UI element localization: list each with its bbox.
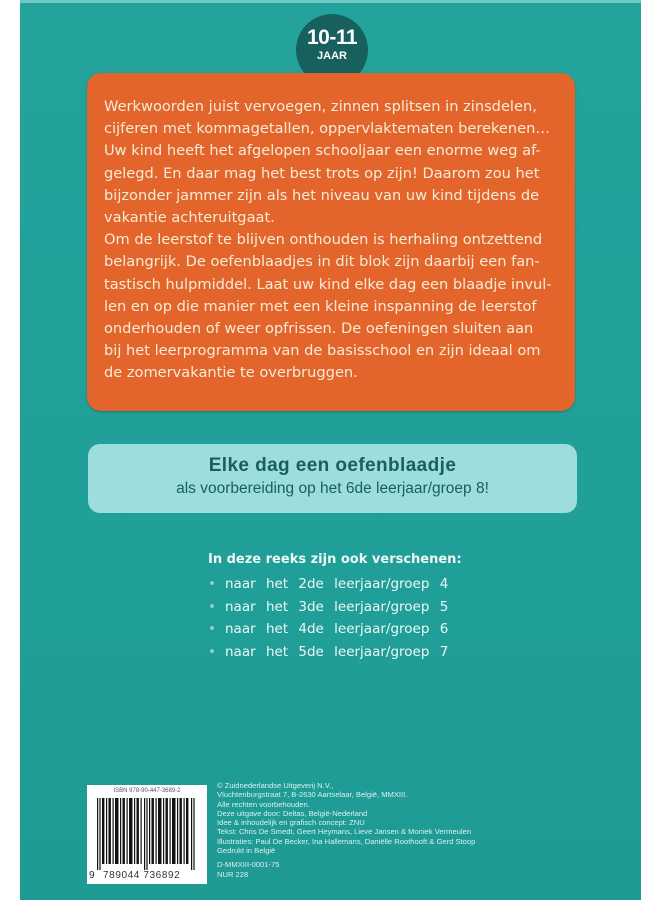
imprint-line: Tekst: Chris De Smedt, Geert Heymans, Lieve Jansen & Moniek Vermeulen [217,827,472,837]
imprint-line: © Zuidnederlandse Uitgeverij N.V., [217,781,334,790]
imprint-line: Illustraties: Paul De Becker, Ina Hallemans, Daniëlle Roothooft & Gerd Stoop [217,836,476,846]
barcode-number: 789044 736892 [103,870,181,881]
intro-paragraph [104,96,560,385]
intro-line: belangrijk. De oefenblaadjes in dit blok zijn daarbij een fan- [104,253,540,271]
series-item: • naar het 2de leerjaar/groep 4 [208,573,462,596]
series-list-section [208,551,462,663]
intro-line: de zomervakantie te overbruggen. [104,364,358,382]
tagline-headline: Elke dag een oefenblaadje [208,455,457,476]
series-item: • naar het 5de leerjaar/groep 7 [208,641,462,664]
intro-line: Om de leerstof te blijven onthouden is herhaling ontzettend [104,231,543,249]
intro-line: tastisch hulpmiddel. Laat uw kind elke dag een blaadje invul- [104,275,552,293]
bullet-icon: • [208,643,216,660]
bullet-icon: • [208,576,216,592]
age-range: 10-11 [306,26,358,49]
intro-line: onderhouden of weer opfrissen. De oefeningen sluiten aan [104,320,534,338]
imprint-code: D-MMXIII-0001-75 [217,860,280,870]
intro-text-box [87,73,575,411]
isbn-label: ISBN 978-90-447-3689-2 [113,788,181,794]
intro-line: len en op die manier met een kleine inspanning de leerstof [104,297,537,315]
tagline-subline: als voorbereiding op het 6de leerjaar/groep 8! [176,480,489,497]
barcode-icon [97,798,197,870]
intro-line: bijzonder jammer zijn als het niveau van uw kind tijdens de [104,186,540,204]
isbn-barcode [87,785,207,884]
imprint-line: Vluchtenburgstraat 7, B-2630 Aartselaar, België, MMXIII. [217,790,408,800]
barcode-first-digit: 9 [89,870,96,881]
imprint-nur: NUR 228 [217,869,249,879]
intro-line: gelegd. En daar mag het best trots op zijn! Daarom zou het [104,164,540,182]
intro-line: cijferen met kommagetallen, oppervlaktematen berekenen… [104,120,550,138]
intro-line: Werkwoorden juist vervoegen, zinnen splitsen in zinsdelen, [104,98,537,115]
intro-line: Uw kind heeft het afgelopen schooljaar een enorme weg af- [104,142,541,160]
imprint-line: Alle rechten voorbehouden. [217,799,310,809]
series-list [208,573,462,663]
intro-line: bij het leerprogramma van de basisschool en zijn ideaal om [104,342,541,360]
imprint-line: Idee & inhoudelijk en grafisch concept: ZNU [217,818,365,828]
imprint-line: Gedrukt in België [217,846,276,856]
tagline-box [88,444,577,513]
series-title: In deze reeks zijn ook verschenen: [208,552,462,567]
imprint-line: Deze uitgave door: Deltas, België-Nederland [217,808,368,818]
cover-top-edge [20,0,641,3]
series-item: • naar het 4de leerjaar/groep 6 [208,618,462,641]
publisher-imprint [217,781,475,879]
bullet-icon: • [208,598,216,615]
bullet-icon: • [208,621,216,638]
age-unit: JAAR [317,50,347,62]
series-item: • naar het 3de leerjaar/groep 5 [208,596,462,619]
intro-line: vakantie achteruitgaat. [104,209,275,227]
